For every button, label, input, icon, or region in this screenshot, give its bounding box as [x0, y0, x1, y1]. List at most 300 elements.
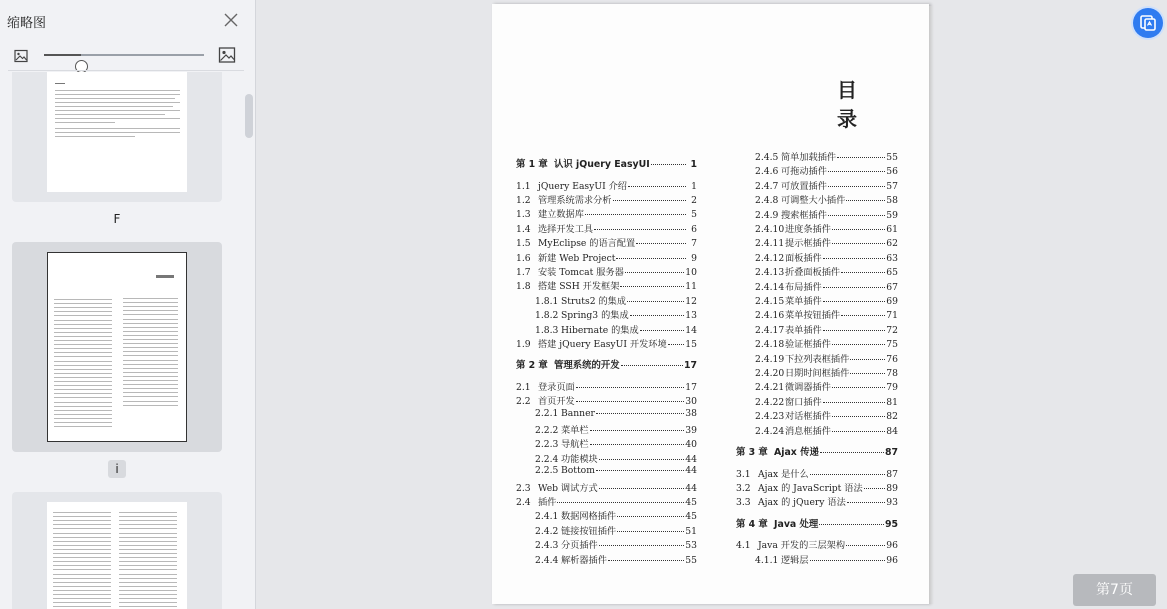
toc-entry-page: 1 [690, 159, 697, 170]
thumbnail-text-line [54, 418, 112, 419]
toc-entry-page: 45 [685, 497, 697, 508]
toc-entry-number: 第 4 章 [736, 518, 768, 530]
toc-entry-page: 96 [886, 540, 898, 552]
toc-entry-page: 44 [685, 453, 697, 465]
toc-entry[interactable] [535, 307, 697, 321]
toc-entry[interactable] [755, 163, 898, 177]
thumbnail-text-line [123, 388, 178, 389]
toc-leader-dots [832, 243, 885, 244]
image-large-icon[interactable] [218, 46, 236, 68]
toc-entry-title: 分页插件 [561, 540, 598, 552]
toc-entry[interactable] [755, 192, 898, 206]
thumbnail-card-active[interactable] [12, 242, 222, 452]
toc-entry-title: 解析器插件 [561, 554, 607, 566]
toc-entry[interactable] [535, 408, 697, 419]
toc-leader-dots [832, 387, 885, 388]
thumbnail-text-line [53, 528, 111, 529]
toc-entry-number: 1.3 [516, 209, 531, 221]
toc-leader-dots [576, 401, 685, 402]
thumbnail-text-line [123, 396, 178, 397]
toc-entry[interactable] [516, 278, 697, 292]
toc-entry-number: 2.4.10 [755, 224, 785, 235]
toc-entry-number: 1.6 [516, 252, 531, 264]
thumbnail-text-line [53, 586, 111, 587]
page-indicator: 第7页 [1073, 574, 1156, 606]
toc-entry[interactable] [535, 523, 697, 537]
thumbnail-text-line [119, 606, 177, 607]
toc-entry[interactable] [516, 494, 697, 508]
toc-entry[interactable] [535, 537, 697, 551]
thumbnail-text-line [123, 339, 178, 340]
toc-entry[interactable] [755, 423, 898, 437]
toc-entry-page: 14 [685, 324, 697, 336]
toc-entry-number: 2.4.20 [755, 368, 785, 379]
sidebar-scrollbar[interactable] [245, 94, 253, 138]
thumbnail-text-line [123, 392, 178, 393]
toc-entry[interactable] [755, 336, 898, 350]
thumbnail-text-line [53, 549, 111, 550]
thumbnail-text-line [123, 331, 178, 332]
thumbnail-text-line [53, 520, 111, 521]
toc-leader-dots [596, 470, 684, 471]
toc-leader-dots [846, 200, 885, 201]
toc-entry-page: 38 [685, 407, 697, 419]
toc-entry-title: 对话框插件 [785, 411, 831, 423]
toc-entry[interactable] [535, 322, 697, 336]
toc-entry-title: Ajax 传递 [774, 447, 819, 458]
toc-entry-number: 2.4.23 [755, 411, 785, 423]
thumbnail-text-line [54, 377, 112, 378]
toc-entry-number: 2.4.9 [755, 209, 779, 221]
thumbnail-text-line [53, 516, 111, 517]
thumbnail-text-line [123, 364, 178, 365]
thumbnail-text-line [123, 302, 178, 303]
toc-entry-page: 63 [886, 252, 898, 264]
toc-leader-dots [627, 301, 684, 302]
toc-entry[interactable] [755, 207, 898, 221]
toc-entry[interactable] [516, 206, 697, 220]
toc-leader-dots [850, 359, 885, 360]
toc-entry-number: 1.9 [516, 338, 531, 350]
toc-leader-dots [599, 459, 685, 460]
thumbnail-card[interactable] [12, 492, 222, 609]
toc-entry-number: 第 3 章 [736, 447, 768, 458]
toc-entry-number: 2.4.19 [755, 353, 785, 365]
thumbnail-text-line [123, 355, 178, 356]
thumbnail-text-line [123, 347, 178, 348]
toc-entry-title: 功能模块 [561, 453, 598, 465]
thumbnail-text-line [119, 533, 177, 534]
thumbnail-text-line [54, 336, 112, 337]
toc-entry-title: 安装 Tomcat 服务器 [538, 266, 624, 278]
thumbnail-text-line [54, 365, 112, 366]
thumbnail-text-line [123, 360, 178, 361]
thumbnail-text-line [54, 381, 112, 382]
toc-entry[interactable] [736, 494, 898, 508]
toc-entry-title: Java 开发的三层架构 [758, 540, 846, 552]
toc-entry[interactable] [736, 537, 898, 551]
toc-entry[interactable] [755, 351, 898, 365]
thumbnail-text-line [53, 553, 111, 554]
toc-entry[interactable] [755, 279, 898, 293]
toc-leader-dots [864, 488, 886, 489]
toc-entry-number: 2.4.17 [755, 324, 785, 336]
thumbnail-text-line [123, 335, 178, 336]
thumbnail-text-line [54, 422, 112, 423]
thumbnail-text-line [119, 557, 177, 558]
thumbnail-label: F [113, 212, 121, 226]
toc-entry-number: 2.4.12 [755, 252, 785, 264]
toc-entry-page: 67 [886, 281, 898, 293]
toc-entry-page: 53 [685, 540, 697, 552]
toc-entry-number: 2.2 [516, 396, 531, 408]
toc-entry[interactable] [516, 264, 697, 278]
toc-entry-title: 管理系统的开发 [554, 360, 620, 372]
toc-entry-number: 2.2.5 [535, 465, 559, 477]
thumbnail-text-line [54, 369, 112, 370]
thumbnail-text-line [119, 545, 177, 546]
thumbnail-text-line [53, 578, 111, 579]
thumbnail-text-line [53, 565, 111, 566]
toc-leader-dots [823, 258, 886, 259]
thumbnail-text-line [119, 512, 177, 513]
thumbnail-text-line [123, 306, 178, 307]
toc-leader-dots [617, 516, 684, 517]
toc-entry[interactable] [535, 436, 697, 450]
toc-entry-title: 简单加载插件 [781, 152, 837, 163]
thumbnail-text-line [54, 410, 112, 411]
toc-entry-title: Ajax 是什么 [758, 468, 809, 480]
thumbnail-text-line [53, 545, 111, 546]
toc-entry-title: Java 处理 [774, 518, 819, 530]
thumbnail-text-line [54, 356, 112, 357]
toc-entry-title: 提示框插件 [785, 238, 831, 250]
toc-entry-page: 57 [886, 180, 898, 192]
thumbnail-list[interactable] [0, 72, 246, 609]
toc-entry-title: 菜单按钮插件 [785, 310, 841, 322]
toc-entry-number: 2.3 [516, 482, 531, 494]
toc-entry-title: 搭建 jQuery EasyUI 开发环境 [538, 338, 667, 350]
toc-entry[interactable] [755, 307, 898, 321]
toc-entry-number: 1.7 [516, 266, 531, 278]
toc-entry-page: 71 [886, 310, 898, 322]
toc-entry-number: 2.4.16 [755, 310, 785, 322]
thumbnail-text-line [54, 426, 112, 427]
toc-entry-page: 1 [691, 180, 697, 192]
toc-entry[interactable] [535, 422, 697, 436]
thumbnail-text-line [54, 344, 112, 345]
toc-entry[interactable] [516, 221, 697, 235]
toc-entry[interactable] [516, 393, 697, 407]
toc-entry[interactable] [755, 293, 898, 307]
document-view[interactable] [257, 0, 1167, 609]
toc-entry[interactable] [535, 508, 697, 522]
toc-entry-title: Web 调试方式 [538, 482, 598, 494]
thumbnail-page-preview [47, 502, 187, 609]
toc-leader-dots [841, 272, 885, 273]
toc-entry-title: 登录页面 [538, 381, 575, 393]
toc-entry-number: 2.4.13 [755, 267, 785, 279]
toc-entry-title: 首页开发 [538, 396, 575, 408]
toc-entry-title: Struts2 的集成 [561, 295, 627, 307]
thumbnail-text-line [53, 574, 111, 575]
toc-leader-dots [621, 365, 683, 366]
thumbnail-text-line [54, 299, 112, 300]
toc-entry-number: 2.1 [516, 381, 531, 393]
toc-chapter-entry[interactable] [736, 516, 898, 530]
toc-entry-page: 44 [685, 465, 697, 477]
toc-entry-page: 7 [691, 238, 697, 250]
thumbnail-text-line [53, 582, 111, 583]
thumbnail-text-line [119, 520, 177, 521]
toc-entry[interactable] [516, 235, 697, 249]
ai-assistant-icon[interactable] [1133, 8, 1163, 38]
toc-entry[interactable] [755, 408, 898, 422]
toc-entry-number: 2.4.4 [535, 554, 559, 566]
thumbnail-page-preview [47, 252, 187, 442]
toc-chapter-entry[interactable] [736, 444, 898, 458]
toc-leader-dots [819, 524, 884, 525]
thumbnail-text-line [53, 524, 111, 525]
thumbnail-text-line [119, 590, 177, 591]
page-title: 目 录 [837, 78, 875, 131]
thumbnail-text-line [123, 372, 178, 373]
thumbnail-page-number: i [108, 460, 126, 478]
toc-entry[interactable] [516, 480, 697, 494]
thumbnail-card[interactable] [12, 72, 222, 202]
toc-entry[interactable] [755, 221, 898, 235]
toc-leader-dots [837, 157, 885, 158]
thumbnail-text-line [123, 376, 178, 377]
thumbnail-zoom-control [0, 42, 256, 68]
toc-entry-page: 44 [685, 482, 697, 494]
toc-entry-title: Spring3 的集成 [561, 310, 629, 322]
thumbnail-text-line [54, 393, 112, 394]
thumbnail-text-line [53, 512, 111, 513]
toc-entry-page: 79 [886, 382, 898, 394]
toc-entry-page: 65 [886, 267, 898, 279]
toc-leader-dots [636, 243, 686, 244]
toc-entry-title: 逻辑层 [781, 554, 809, 566]
toc-leader-dots [620, 286, 684, 287]
thumbnail-text-line [123, 310, 178, 311]
toc-entry[interactable] [755, 379, 898, 393]
toc-leader-dots [613, 200, 687, 201]
toc-leader-dots [832, 344, 885, 345]
toc-entry-page: 72 [886, 324, 898, 336]
toc-entry-title: 布局插件 [785, 281, 822, 293]
toc-entry-number: 1.5 [516, 238, 531, 250]
toc-entry-title: 窗口插件 [785, 396, 822, 408]
thumbnail-text-line [119, 598, 177, 599]
toc-entry-title: 可拖动插件 [781, 166, 827, 178]
toc-entry-number: 1.2 [516, 194, 531, 206]
toc-entry-page: 84 [886, 425, 898, 437]
toc-entry-page: 17 [685, 381, 697, 393]
thumbnail-text-line [123, 327, 178, 328]
toc-entry-title: Banner [561, 407, 595, 419]
toc-leader-dots [617, 531, 684, 532]
toc-entry[interactable] [516, 192, 697, 206]
toc-entry[interactable] [755, 365, 898, 379]
toc-leader-dots [823, 287, 886, 288]
toc-entry-page: 62 [886, 238, 898, 250]
thumbnail-page-preview [47, 72, 187, 192]
toc-entry-page: 56 [886, 166, 898, 178]
close-icon[interactable] [222, 11, 240, 29]
toc-entry-page: 76 [886, 353, 898, 365]
toc-leader-dots [590, 444, 685, 445]
toc-entry-number: 2.4.3 [535, 540, 559, 552]
thumbnail-text-line [54, 385, 112, 386]
thumbnail-text-line [54, 332, 112, 333]
thumbnail-text-line [53, 598, 111, 599]
toc-leader-dots [668, 344, 685, 345]
toc-entry-number: 1.8 [516, 281, 531, 293]
toc-leader-dots [594, 229, 686, 230]
thumbnail-text-line [119, 528, 177, 529]
toc-entry-page: 78 [886, 368, 898, 379]
thumbnail-text-line [123, 323, 178, 324]
thumbnail-text-line [119, 578, 177, 579]
toc-entry-title: 搭建 SSH 开发框架 [538, 281, 620, 293]
toc-entry[interactable] [535, 465, 697, 476]
thumbnail-text-line [54, 414, 112, 415]
toc-entry-title: jQuery EasyUI 介绍 [538, 180, 627, 192]
thumbnail-sidebar [0, 0, 256, 609]
thumbnail-text-line [119, 541, 177, 542]
toc-entry-title: 面板插件 [785, 252, 822, 264]
toc-entry[interactable] [755, 552, 898, 566]
toc-entry-page: 9 [691, 252, 697, 264]
toc-entry-number: 2.4.8 [755, 195, 779, 207]
thumbnail-text-line [119, 524, 177, 525]
thumbnail-text-line [119, 516, 177, 517]
toc-entry[interactable] [755, 322, 898, 336]
thumbnail-text-line [123, 351, 178, 352]
toc-chapter-entry[interactable] [516, 357, 697, 371]
image-small-icon[interactable] [14, 48, 28, 67]
toc-entry-page: 75 [886, 339, 898, 351]
toc-entry-title: 建立数据库 [538, 209, 584, 221]
toc-entry[interactable] [516, 336, 697, 350]
toc-entry-page: 39 [685, 425, 697, 436]
toc-entry[interactable] [535, 293, 697, 307]
toc-entry[interactable] [535, 552, 697, 566]
thumbnail-text-line [123, 314, 178, 315]
toc-entry-page: 13 [685, 310, 697, 322]
thumbnail-text-line [123, 405, 178, 406]
toc-entry-page: 12 [685, 295, 697, 307]
toc-entry-number: 2.4.22 [755, 396, 785, 408]
toc-leader-dots [576, 387, 685, 388]
toc-entry[interactable] [755, 149, 898, 163]
toc-entry-number: 2.4.6 [755, 166, 779, 178]
toc-entry-title: 菜单插件 [785, 296, 822, 307]
thumbnail-text-line [54, 406, 112, 407]
toc-entry[interactable] [755, 264, 898, 278]
toc-entry[interactable] [755, 235, 898, 249]
toc-leader-dots [810, 560, 886, 561]
toc-entry-page: 82 [886, 411, 898, 423]
toc-entry-page: 55 [685, 554, 697, 566]
thumbnail-text-line [119, 561, 177, 562]
toc-leader-dots [823, 301, 886, 302]
toc-entry-page: 6 [691, 223, 697, 235]
toc-entry-title: 日期时间框插件 [785, 368, 850, 379]
toc-leader-dots [823, 330, 886, 331]
thumbnail-text-line [54, 307, 112, 308]
toc-entry[interactable] [755, 178, 898, 192]
toc-leader-dots [828, 171, 885, 172]
toc-leader-dots [651, 164, 686, 165]
toc-leader-dots [557, 502, 684, 503]
thumbnail-text-line [54, 348, 112, 349]
thumbnail-text-line [53, 533, 111, 534]
toc-entry-page: 30 [685, 396, 697, 408]
toc-entry-title: 下拉列表框插件 [785, 353, 850, 365]
thumbnail-text-line [119, 594, 177, 595]
sidebar-title: 缩略图 [7, 16, 47, 31]
thumbnail-text-line [123, 319, 178, 320]
toc-entry[interactable] [736, 480, 898, 494]
toc-entry-page: 11 [685, 281, 697, 293]
toc-entry[interactable] [755, 250, 898, 264]
toc-entry[interactable] [516, 178, 697, 192]
toc-entry[interactable] [736, 466, 898, 480]
toc-entry-page: 59 [886, 209, 898, 221]
thumbnail-text-line [119, 582, 177, 583]
toc-entry-number: 2.4.1 [535, 511, 559, 523]
toc-entry-page: 45 [685, 511, 697, 523]
toc-entry-title: 导航栏 [561, 439, 589, 451]
toc-entry[interactable] [535, 451, 697, 465]
thumbnail-text-line [119, 565, 177, 566]
thumbnail-text-line [53, 590, 111, 591]
toc-entry-number: 2.4.24 [755, 425, 785, 437]
thumbnail-text-line [54, 328, 112, 329]
toc-entry-number: 1.1 [516, 180, 531, 192]
thumbnail-text-line [54, 315, 112, 316]
toc-entry[interactable] [516, 379, 697, 393]
toc-leader-dots [832, 431, 885, 432]
toc-leader-dots [628, 186, 686, 187]
toc-entry-number: 2.2.4 [535, 453, 559, 465]
toc-entry-number: 2.4.5 [755, 152, 779, 163]
toc-leader-dots [640, 330, 685, 331]
toc-entry-page: 93 [886, 497, 898, 509]
thumbnail-text-line [53, 594, 111, 595]
toc-entry-number: 4.1.1 [755, 554, 779, 566]
toc-entry-title: 链接按钮插件 [561, 525, 617, 537]
toc-entry-page: 58 [886, 195, 898, 207]
toc-entry-title: 消息框插件 [785, 425, 831, 437]
toc-entry-number: 2.2.3 [535, 439, 559, 451]
toc-entry[interactable] [755, 394, 898, 408]
document-page [492, 4, 929, 604]
toc-leader-dots [630, 315, 685, 316]
thumbnail-text-line [123, 384, 178, 385]
toc-entry-title: MyEclipse 的语言配置 [538, 238, 636, 250]
zoom-slider[interactable] [44, 54, 204, 56]
thumbnail-text-line [54, 361, 112, 362]
thumbnail-text-line [53, 569, 111, 570]
page-shadow [929, 6, 934, 604]
toc-entry-number: 2.2.1 [535, 407, 559, 419]
toc-chapter-entry[interactable] [516, 156, 697, 170]
toc-entry[interactable] [516, 250, 697, 264]
toc-leader-dots [596, 413, 684, 414]
